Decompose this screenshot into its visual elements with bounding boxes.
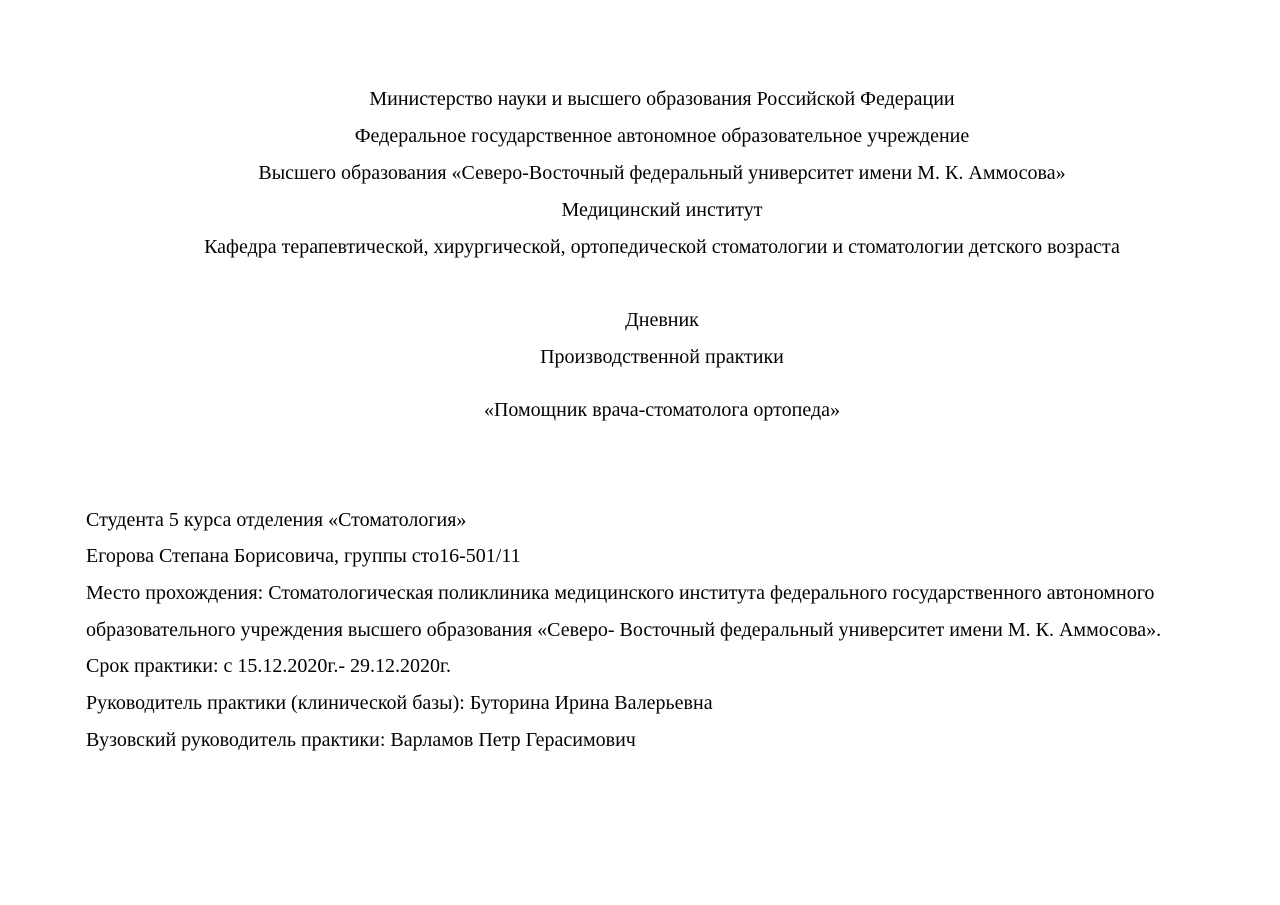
ministry-heading: Министерство науки и высшего образования Российской Федерации <box>369 88 955 110</box>
institution-type-heading: Федеральное государственное автономное образовательное учреждение <box>354 125 970 147</box>
practice-name-subtitle: «Помощник врача-стоматолога ортопеда» <box>483 399 841 421</box>
practice-location-line-1: Место прохождения: Стоматологическая поликлиника медицинского института федерального государственного автономного <box>86 582 1155 604</box>
university-heading: Высшего образования «Северо-Восточный федеральный университет имени М. К. Аммосова» <box>258 162 1066 184</box>
clinical-supervisor-line: Руководитель практики (клинической базы): Буторина Ирина Валерьевна <box>86 692 713 714</box>
practice-type-subtitle: Производственной практики <box>540 346 784 368</box>
university-supervisor-line: Вузовский руководитель практики: Варламов Петр Герасимович <box>86 729 636 751</box>
student-name-line: Егорова Степана Борисовича, группы сто16-501/11 <box>86 545 521 567</box>
department-heading: Кафедра терапевтической, хирургической, ортопедической стоматологии и стоматологии детского возраста <box>204 236 1120 258</box>
practice-location-line-2: образовательного учреждения высшего образования «Северо- Восточный федеральный университет имени М. К. Аммосова». <box>86 619 1162 641</box>
institute-heading: Медицинский институт <box>561 199 763 221</box>
practice-period-line: Срок практики: с 15.12.2020г.- 29.12.2020г. <box>86 655 451 677</box>
document-title: Дневник <box>625 309 699 331</box>
student-course-line: Студента 5 курса отделения «Стоматология» <box>86 509 467 531</box>
